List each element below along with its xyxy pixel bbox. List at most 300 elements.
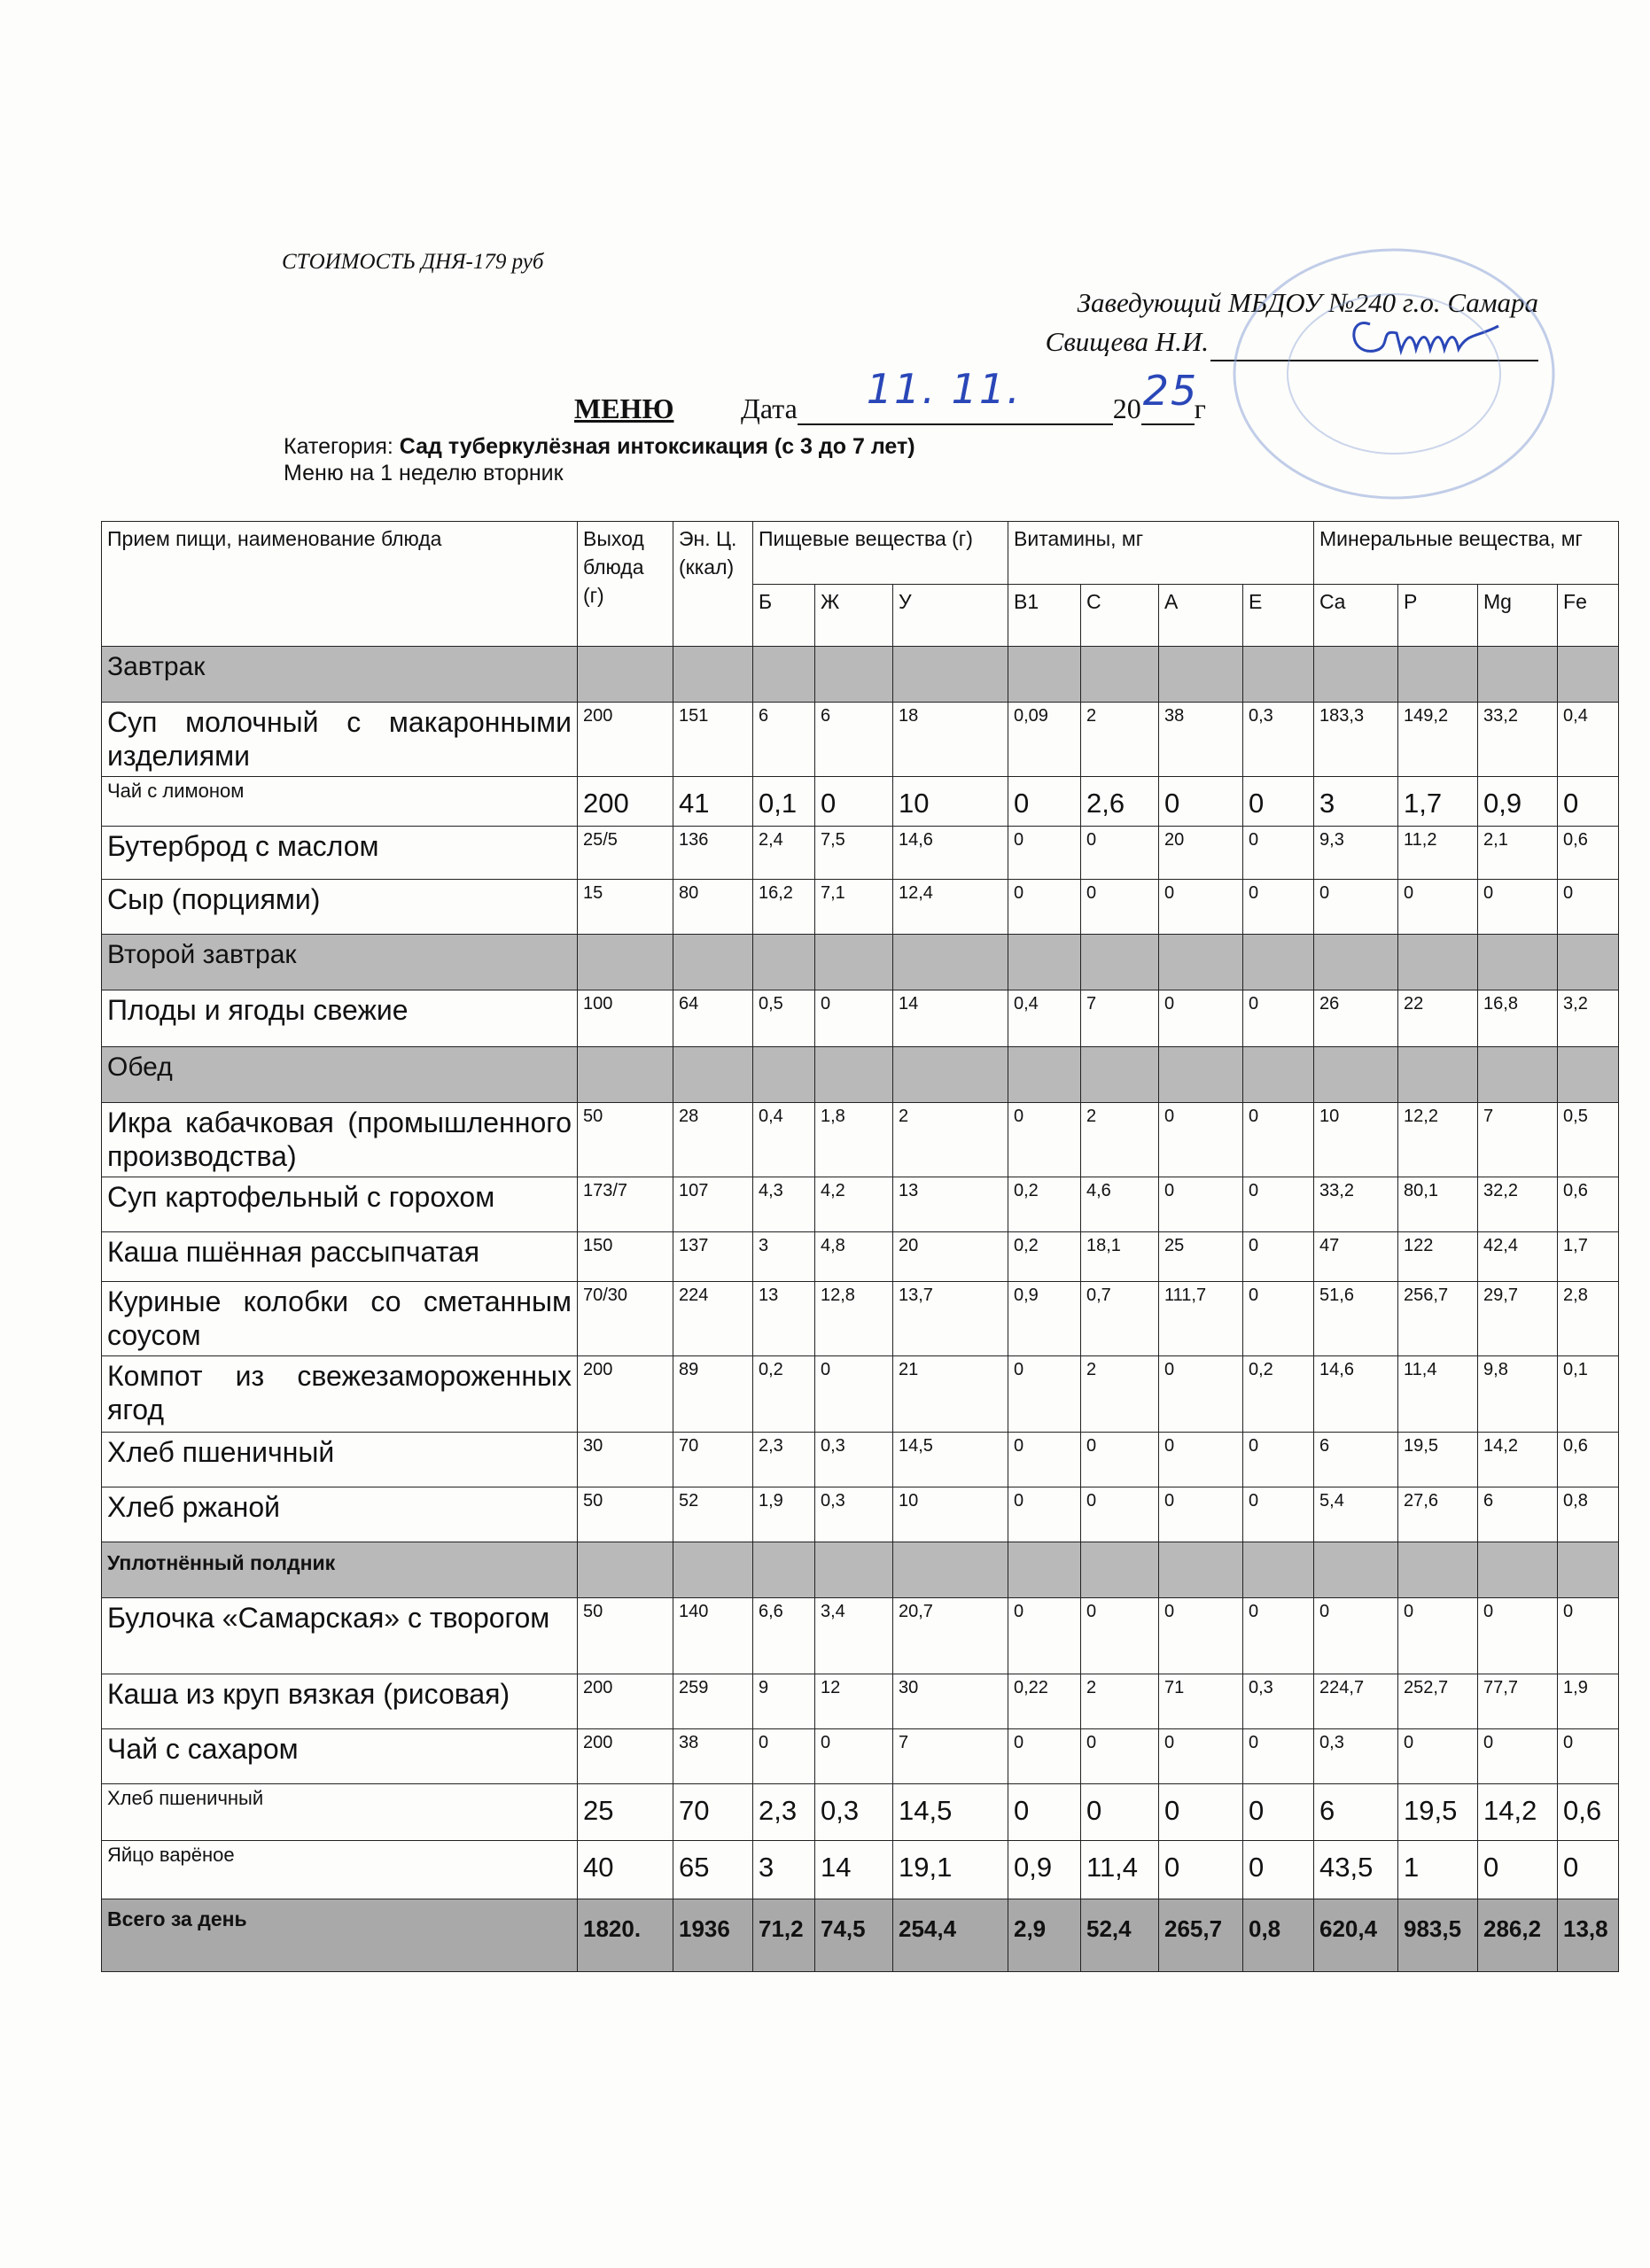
value-cell: 0,6 <box>1558 1784 1619 1841</box>
section-cell <box>893 1542 1008 1598</box>
value-cell: 43,5 <box>1314 1841 1398 1899</box>
sub-header: А <box>1159 585 1243 647</box>
value-cell: 22 <box>1398 990 1478 1047</box>
value-cell: 111,7 <box>1159 1282 1243 1356</box>
section-cell <box>1243 1047 1314 1103</box>
total-label: Всего за день <box>102 1899 578 1972</box>
value-cell: 0 <box>1243 1232 1314 1282</box>
value-cell: 4,8 <box>815 1232 893 1282</box>
value-cell: 0 <box>1314 1598 1398 1674</box>
value-cell: 6,6 <box>753 1598 815 1674</box>
value-cell: 0 <box>1398 1598 1478 1674</box>
value-cell: 0 <box>1558 1729 1619 1784</box>
section-cell <box>815 935 893 990</box>
value-cell: 1,7 <box>1398 777 1478 827</box>
date-handwritten: 11. 11. <box>866 365 1022 413</box>
value-cell: 0,2 <box>1008 1232 1081 1282</box>
total-value: 13,8 <box>1558 1899 1619 1972</box>
value-cell: 6 <box>1478 1487 1558 1542</box>
section-cell <box>1081 1542 1159 1598</box>
category-label: Категория: <box>284 434 393 459</box>
value-cell: 20,7 <box>893 1598 1008 1674</box>
value-cell: 25/5 <box>578 827 673 880</box>
table-row <box>102 1784 1619 1841</box>
section-cell <box>1008 647 1081 703</box>
value-cell: 25 <box>1159 1232 1243 1282</box>
value-cell: 0,2 <box>1008 1177 1081 1232</box>
section-title: Обед <box>102 1047 578 1103</box>
value-cell: 0 <box>1558 1841 1619 1899</box>
value-cell: 16,8 <box>1478 990 1558 1047</box>
col-energy: Эн. Ц. (ккал) <box>673 522 753 647</box>
total-value: 620,4 <box>1314 1899 1398 1972</box>
value-cell: 15 <box>578 880 673 935</box>
dish-name: Чай с лимоном <box>102 777 578 827</box>
dish-name: Плоды и ягоды свежие <box>102 990 578 1047</box>
value-cell: 7 <box>893 1729 1008 1784</box>
value-cell: 0,1 <box>753 777 815 827</box>
value-cell: 200 <box>578 1674 673 1729</box>
value-cell: 0 <box>1159 1841 1243 1899</box>
value-cell: 80,1 <box>1398 1177 1478 1232</box>
value-cell: 64 <box>673 990 753 1047</box>
section-cell <box>1558 647 1619 703</box>
section-cell <box>578 935 673 990</box>
value-cell: 0,6 <box>1558 827 1619 880</box>
value-cell: 2 <box>1081 1103 1159 1177</box>
section-cell <box>1558 935 1619 990</box>
table-row <box>102 1729 1619 1784</box>
value-cell: 14 <box>815 1841 893 1899</box>
value-cell: 151 <box>673 703 753 777</box>
value-cell: 224 <box>673 1282 753 1356</box>
value-cell: 0 <box>815 777 893 827</box>
value-cell: 13 <box>893 1177 1008 1232</box>
value-cell: 0 <box>1243 1784 1314 1841</box>
value-cell: 19,5 <box>1398 1433 1478 1487</box>
value-cell: 50 <box>578 1487 673 1542</box>
value-cell: 6 <box>1314 1433 1398 1487</box>
value-cell: 0 <box>1008 880 1081 935</box>
value-cell: 256,7 <box>1398 1282 1478 1356</box>
section-cell <box>1314 647 1398 703</box>
value-cell: 40 <box>578 1841 673 1899</box>
value-cell: 4,3 <box>753 1177 815 1232</box>
value-cell: 0 <box>1398 880 1478 935</box>
value-cell: 13 <box>753 1282 815 1356</box>
value-cell: 224,7 <box>1314 1674 1398 1729</box>
value-cell: 0,5 <box>1558 1103 1619 1177</box>
section-cell <box>1314 935 1398 990</box>
value-cell: 0 <box>1159 880 1243 935</box>
value-cell: 29,7 <box>1478 1282 1558 1356</box>
value-cell: 0 <box>1008 827 1081 880</box>
section-cell <box>673 647 753 703</box>
value-cell: 0,9 <box>1478 777 1558 827</box>
table-row <box>102 1232 1619 1282</box>
dish-name: Чай с сахаром <box>102 1729 578 1784</box>
value-cell: 0 <box>1243 1841 1314 1899</box>
value-cell: 14,5 <box>893 1784 1008 1841</box>
section-cell <box>893 1047 1008 1103</box>
value-cell: 0 <box>1008 777 1081 827</box>
section-cell <box>578 647 673 703</box>
value-cell: 2,3 <box>753 1433 815 1487</box>
value-cell: 9,3 <box>1314 827 1398 880</box>
section-cell <box>893 935 1008 990</box>
value-cell: 2,4 <box>753 827 815 880</box>
value-cell: 71 <box>1159 1674 1243 1729</box>
section-cell <box>673 1542 753 1598</box>
value-cell: 2,1 <box>1478 827 1558 880</box>
value-cell: 0 <box>1159 1598 1243 1674</box>
value-cell: 0 <box>1159 990 1243 1047</box>
col-minerals: Минеральные вещества, мг <box>1314 522 1619 585</box>
value-cell: 0 <box>1008 1433 1081 1487</box>
value-cell: 0 <box>1159 1356 1243 1433</box>
value-cell: 2 <box>1081 703 1159 777</box>
total-value: 52,4 <box>1081 1899 1159 1972</box>
value-cell: 0,9 <box>1008 1282 1081 1356</box>
value-cell: 10 <box>893 777 1008 827</box>
value-cell: 3 <box>1314 777 1398 827</box>
value-cell: 0 <box>1478 880 1558 935</box>
sub-header: Ж <box>815 585 893 647</box>
value-cell: 0,22 <box>1008 1674 1081 1729</box>
section-cell <box>1008 935 1081 990</box>
dish-name: Суп молочный с макаронными изделиями <box>102 703 578 777</box>
col-yield: Выход блюда (г) <box>578 522 673 647</box>
value-cell: 0 <box>1243 1282 1314 1356</box>
value-cell: 7 <box>1478 1103 1558 1177</box>
value-cell: 89 <box>673 1356 753 1433</box>
value-cell: 0,2 <box>1243 1356 1314 1433</box>
value-cell: 0,4 <box>1008 990 1081 1047</box>
value-cell: 0,3 <box>815 1784 893 1841</box>
value-cell: 0,1 <box>1558 1356 1619 1433</box>
value-cell: 0 <box>1008 1784 1081 1841</box>
value-cell: 1 <box>1398 1841 1478 1899</box>
section-cell <box>893 647 1008 703</box>
value-cell: 0,4 <box>753 1103 815 1177</box>
value-cell: 0 <box>1243 1729 1314 1784</box>
value-cell: 14 <box>893 990 1008 1047</box>
section-cell <box>1398 1047 1478 1103</box>
value-cell: 252,7 <box>1398 1674 1478 1729</box>
value-cell: 38 <box>673 1729 753 1784</box>
section-cell <box>1478 647 1558 703</box>
section-row <box>102 1542 1619 1598</box>
dish-name: Каша из круп вязкая (рисовая) <box>102 1674 578 1729</box>
value-cell: 200 <box>578 1356 673 1433</box>
value-cell: 0,3 <box>815 1487 893 1542</box>
value-cell: 0,6 <box>1558 1433 1619 1487</box>
total-value: 265,7 <box>1159 1899 1243 1972</box>
sub-header: P <box>1398 585 1478 647</box>
value-cell: 0 <box>815 1356 893 1433</box>
value-cell: 33,2 <box>1314 1177 1398 1232</box>
approver-name: Свищева Н.И. <box>1045 326 1209 357</box>
value-cell: 0 <box>1008 1103 1081 1177</box>
value-cell: 0 <box>1081 1784 1159 1841</box>
value-cell: 0 <box>1243 1433 1314 1487</box>
value-cell: 0 <box>815 990 893 1047</box>
value-cell: 14,6 <box>893 827 1008 880</box>
value-cell: 27,6 <box>1398 1487 1478 1542</box>
value-cell: 0,8 <box>1558 1487 1619 1542</box>
total-value: 2,9 <box>1008 1899 1081 1972</box>
value-cell: 19,5 <box>1398 1784 1478 1841</box>
value-cell: 80 <box>673 880 753 935</box>
value-cell: 4,2 <box>815 1177 893 1232</box>
total-value: 0,8 <box>1243 1899 1314 1972</box>
value-cell: 9 <box>753 1674 815 1729</box>
year-field <box>1141 367 1199 425</box>
value-cell: 41 <box>673 777 753 827</box>
table-row <box>102 1282 1619 1356</box>
value-cell: 0 <box>1159 1784 1243 1841</box>
value-cell: 0 <box>1243 880 1314 935</box>
value-cell: 11,4 <box>1398 1356 1478 1433</box>
value-cell: 0 <box>753 1729 815 1784</box>
value-cell: 0 <box>1243 1103 1314 1177</box>
value-cell: 38 <box>1159 703 1243 777</box>
value-cell: 137 <box>673 1232 753 1282</box>
value-cell: 0 <box>1478 1729 1558 1784</box>
value-cell: 33,2 <box>1478 703 1558 777</box>
table-row <box>102 703 1619 777</box>
value-cell: 50 <box>578 1103 673 1177</box>
value-cell: 42,4 <box>1478 1232 1558 1282</box>
value-cell: 0 <box>1081 1598 1159 1674</box>
table-row <box>102 990 1619 1047</box>
section-cell <box>1159 1542 1243 1598</box>
value-cell: 26 <box>1314 990 1398 1047</box>
value-cell: 6 <box>815 703 893 777</box>
dish-name: Куриные колобки со сметанным соусом <box>102 1282 578 1356</box>
value-cell: 1,9 <box>1558 1674 1619 1729</box>
sub-header: Ca <box>1314 585 1398 647</box>
value-cell: 70 <box>673 1784 753 1841</box>
table-row <box>102 1177 1619 1232</box>
value-cell: 14,2 <box>1478 1433 1558 1487</box>
section-cell <box>1081 935 1159 990</box>
section-cell <box>815 1542 893 1598</box>
value-cell: 47 <box>1314 1232 1398 1282</box>
section-cell <box>753 1047 815 1103</box>
total-row <box>102 1899 1619 1972</box>
dish-name: Хлеб пшеничный <box>102 1784 578 1841</box>
section-cell <box>1398 1542 1478 1598</box>
value-cell: 122 <box>1398 1232 1478 1282</box>
total-value: 254,4 <box>893 1899 1008 1972</box>
value-cell: 51,6 <box>1314 1282 1398 1356</box>
value-cell: 16,2 <box>753 880 815 935</box>
value-cell: 4,6 <box>1081 1177 1159 1232</box>
dish-name: Хлеб ржаной <box>102 1487 578 1542</box>
section-cell <box>753 647 815 703</box>
value-cell: 19,1 <box>893 1841 1008 1899</box>
menu-table <box>101 521 1619 1972</box>
value-cell: 7 <box>1081 990 1159 1047</box>
total-value: 71,2 <box>753 1899 815 1972</box>
section-row <box>102 647 1619 703</box>
value-cell: 30 <box>578 1433 673 1487</box>
value-cell: 12,2 <box>1398 1103 1478 1177</box>
value-cell: 3,2 <box>1558 990 1619 1047</box>
value-cell: 11,4 <box>1081 1841 1159 1899</box>
value-cell: 0 <box>1243 1598 1314 1674</box>
section-cell <box>1159 935 1243 990</box>
value-cell: 0,5 <box>753 990 815 1047</box>
value-cell: 6 <box>753 703 815 777</box>
table-row <box>102 1433 1619 1487</box>
date-block <box>741 365 1206 425</box>
value-cell: 0 <box>1243 1177 1314 1232</box>
table-row <box>102 1674 1619 1729</box>
value-cell: 0,09 <box>1008 703 1081 777</box>
value-cell: 0 <box>1008 1356 1081 1433</box>
value-cell: 21 <box>893 1356 1008 1433</box>
value-cell: 100 <box>578 990 673 1047</box>
value-cell: 20 <box>893 1232 1008 1282</box>
value-cell: 2 <box>1081 1674 1159 1729</box>
col-vitamins: Витамины, мг <box>1008 522 1314 585</box>
value-cell: 50 <box>578 1598 673 1674</box>
value-cell: 0 <box>1159 1177 1243 1232</box>
value-cell: 0 <box>1558 777 1619 827</box>
section-cell <box>1478 935 1558 990</box>
value-cell: 1,9 <box>753 1487 815 1542</box>
sub-header: С <box>1081 585 1159 647</box>
value-cell: 0 <box>1398 1729 1478 1784</box>
value-cell: 3 <box>753 1232 815 1282</box>
sub-header: Е <box>1243 585 1314 647</box>
category-line <box>284 434 915 460</box>
value-cell: 0 <box>1558 1598 1619 1674</box>
value-cell: 70/30 <box>578 1282 673 1356</box>
year-prefix: 20 <box>1112 392 1141 424</box>
sub-header: В1 <box>1008 585 1081 647</box>
date-field <box>798 365 1113 425</box>
dish-name: Икра кабачковая (промышленного производства) <box>102 1103 578 1177</box>
dish-name: Яйцо варёное <box>102 1841 578 1899</box>
value-cell: 70 <box>673 1433 753 1487</box>
section-cell <box>1398 647 1478 703</box>
value-cell: 52 <box>673 1487 753 1542</box>
value-cell: 2,8 <box>1558 1282 1619 1356</box>
table-row <box>102 1103 1619 1177</box>
dish-name: Суп картофельный с горохом <box>102 1177 578 1232</box>
value-cell: 77,7 <box>1478 1674 1558 1729</box>
value-cell: 2,3 <box>753 1784 815 1841</box>
section-title: Завтрак <box>102 647 578 703</box>
section-cell <box>1558 1542 1619 1598</box>
value-cell: 20 <box>1159 827 1243 880</box>
section-cell <box>1478 1542 1558 1598</box>
col-nutrients: Пищевые вещества (г) <box>753 522 1008 585</box>
section-cell <box>815 1047 893 1103</box>
value-cell: 107 <box>673 1177 753 1232</box>
table-row <box>102 1598 1619 1674</box>
table-row <box>102 1356 1619 1433</box>
value-cell: 6 <box>1314 1784 1398 1841</box>
value-cell: 0 <box>1478 1841 1558 1899</box>
total-value: 74,5 <box>815 1899 893 1972</box>
table-row <box>102 1841 1619 1899</box>
sub-header: Mg <box>1478 585 1558 647</box>
value-cell: 0 <box>1081 1729 1159 1784</box>
value-cell: 30 <box>893 1674 1008 1729</box>
section-row <box>102 935 1619 990</box>
value-cell: 0 <box>1159 1729 1243 1784</box>
value-cell: 0 <box>1008 1598 1081 1674</box>
value-cell: 10 <box>893 1487 1008 1542</box>
table-row <box>102 777 1619 827</box>
value-cell: 0,3 <box>1243 703 1314 777</box>
date-label: Дата <box>741 392 798 424</box>
value-cell: 0,9 <box>1008 1841 1081 1899</box>
value-cell: 3,4 <box>815 1598 893 1674</box>
section-cell <box>815 647 893 703</box>
section-cell <box>1558 1047 1619 1103</box>
value-cell: 0 <box>815 1729 893 1784</box>
menu-title: МЕНЮ <box>574 392 674 424</box>
section-cell <box>1314 1542 1398 1598</box>
sub-header: Fe <box>1558 585 1619 647</box>
year-suffix: г <box>1194 392 1206 424</box>
category-value: Сад туберкулёзная интоксикация (с 3 до 7 лет) <box>399 434 915 459</box>
value-cell: 0 <box>1159 777 1243 827</box>
dish-name: Булочка «Самарская» с творогом <box>102 1598 578 1674</box>
value-cell: 7,1 <box>815 880 893 935</box>
value-cell: 0 <box>1478 1598 1558 1674</box>
section-cell <box>1478 1047 1558 1103</box>
value-cell: 0,6 <box>1558 1177 1619 1232</box>
section-cell <box>753 1542 815 1598</box>
value-cell: 149,2 <box>1398 703 1478 777</box>
value-cell: 10 <box>1314 1103 1398 1177</box>
value-cell: 0 <box>1243 777 1314 827</box>
value-cell: 12 <box>815 1674 893 1729</box>
section-cell <box>578 1047 673 1103</box>
value-cell: 0 <box>1159 1487 1243 1542</box>
section-cell <box>673 935 753 990</box>
value-cell: 259 <box>673 1674 753 1729</box>
value-cell: 32,2 <box>1478 1177 1558 1232</box>
week-line: Меню на 1 неделю вторник <box>284 461 564 485</box>
value-cell: 9,8 <box>1478 1356 1558 1433</box>
value-cell: 0 <box>1243 1487 1314 1542</box>
total-value: 1936 <box>673 1899 753 1972</box>
approver-title: Заведующий МБДОУ №240 г.о. Самара <box>1077 287 1538 318</box>
value-cell: 136 <box>673 827 753 880</box>
section-cell <box>1008 1047 1081 1103</box>
value-cell: 0,4 <box>1558 703 1619 777</box>
sub-header: У <box>893 585 1008 647</box>
value-cell: 150 <box>578 1232 673 1282</box>
year-handwritten: 25 <box>1142 367 1199 415</box>
section-cell <box>673 1047 753 1103</box>
section-cell <box>578 1542 673 1598</box>
value-cell: 0,3 <box>1314 1729 1398 1784</box>
value-cell: 0,3 <box>1243 1674 1314 1729</box>
value-cell: 0 <box>1008 1729 1081 1784</box>
value-cell: 173/7 <box>578 1177 673 1232</box>
value-cell: 0 <box>1081 1487 1159 1542</box>
section-cell <box>1008 1542 1081 1598</box>
total-value: 1820. <box>578 1899 673 1972</box>
